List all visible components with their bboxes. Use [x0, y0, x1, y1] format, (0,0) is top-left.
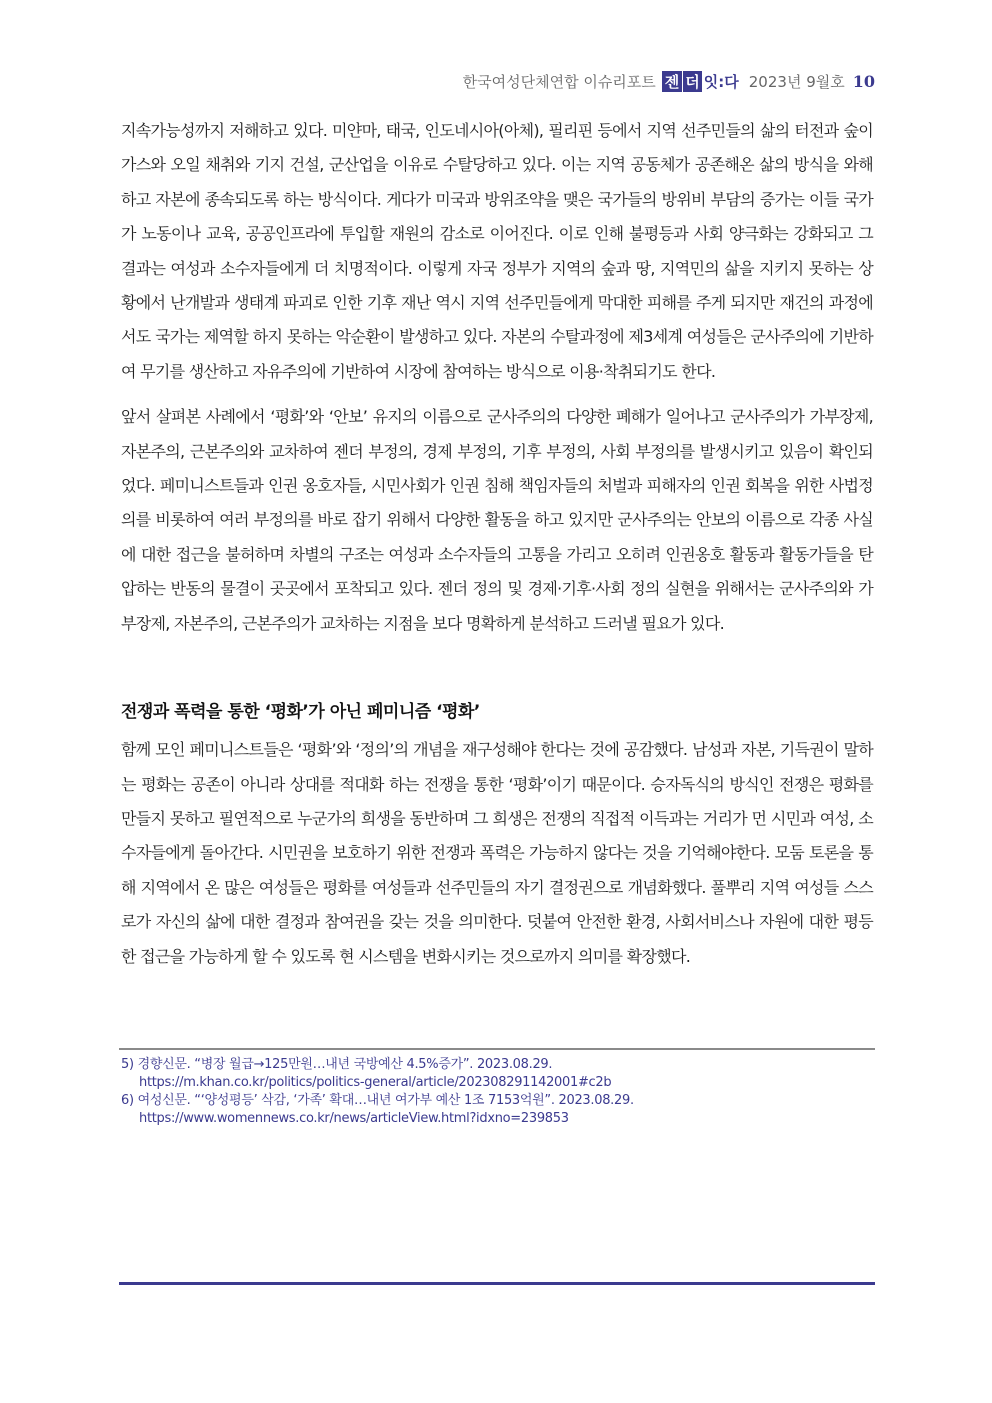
brand-part-3: 잇:다	[703, 72, 739, 91]
issue-date: 2023년 9월호	[748, 72, 845, 91]
section-heading: 전쟁과 폭력을 통한 ‘평화’가 아닌 페미니즘 ‘평화’	[121, 702, 480, 723]
main-content	[121, 114, 873, 974]
body-paragraph-3: 함께 모인 페미니스트들은 ‘평화’와 ‘정의’의 개념을 재구성해야 한다는 것에 공감했다. 남성과 자본, 기득권이 말하는 평화는 공존이 아니라 상대를 적대화 하는 전쟁을 통한 ‘평화’이기 때문이다. 승자독식의 방식인 전쟁은 평화를 만들지 못하고 필연적으로 누군가의 희생을 동반하며 그 희생은 전쟁의 직접적 이득과는 거리가 먼 시민과 여성, 소수자들에게 돌아간다. 시민권을 보호하기 위한 전쟁과 폭력은 가능하지 않다는 것을 기억해야한다. 모둠 토론을 통해 지역에서 온 많은 여성들은 평화를 여성들과 선주민들의 자기 결정권으로 개념화했다. 풀뿌리 지역 여성들 스스로가 자신의 삶에 대한 결정과 참여권을 갖는 것을 의미한다. 덧붙여 안전한 환경, 사회서비스나 자원에 대한 평등한 접근을 가능하게 할 수 있도록 현 시스템을 변화시키는 것으로까지 의미를 확장했다.	[121, 740, 873, 966]
footnote-6-text: 6) 여성신문. “‘양성평등’ 삭감, ‘가족’ 확대…내년 여가부 예산 1조 7153억원”. 2023.08.29.	[121, 1093, 634, 1108]
footnotes	[121, 1056, 873, 1128]
bottom-divider	[119, 1282, 875, 1285]
brand-part-2: 더	[685, 72, 700, 91]
body-paragraph-1: 지속가능성까지 저해하고 있다. 미얀마, 태국, 인도네시아(아체), 필리핀 등에서 지역 선주민들의 삶의 터전과 숲이 가스와 오일 채취와 기지 건설, 군산업을 이유로 수탈당하고 있다. 이는 지역 공동체가 공존해온 삶의 방식을 와해하고 자본에 종속되도록 하는 방식이다. 게다가 미국과 방위조약을 맺은 국가들의 방위비 부담의 증가는 이들 국가가 노동이나 교육, 공공인프라에 투입할 재원의 감소로 이어진다. 이로 인해 불평등과 사회 양극화는 강화되고 그 결과는 여성과 소수자들에게 더 치명적이다. 이렇게 자국 정부가 지역의 숲과 땅, 지역민의 삶을 지키지 못하는 상황에서 난개발과 생태계 파괴로 인한 기후 재난 역시 지역 선주민들에게 막대한 피해를 주게 되지만 재건의 과정에서도 국가는 제역할 하지 못하는 악순환이 발생하고 있다. 자본의 수탈과정에 제3세계 여성들은 군사주의에 기반하여 무기를 생산하고 자유주의에 기반하여 시장에 참여하는 방식으로 이용·착취되기도 한다.	[121, 121, 873, 381]
footnote-divider	[119, 1048, 875, 1050]
footnote-5-text: 5) 경향신문. “병장 월급→125만원…내년 국방예산 4.5%증가”. 2023.08.29.	[121, 1057, 553, 1072]
footnote-6-url[interactable]: https://www.womennews.co.kr/news/articleView.html?idxno=239853	[139, 1111, 569, 1126]
page-number: 10	[852, 71, 875, 91]
brand-logo	[662, 71, 739, 92]
page-header	[463, 66, 875, 96]
footnote-5-url[interactable]: https://m.khan.co.kr/politics/politics-general/article/202308291142001#c2b	[139, 1075, 612, 1090]
org-title: 한국여성단체연합 이슈리포트	[462, 72, 656, 91]
brand-part-1: 젠	[662, 71, 683, 92]
body-paragraph-2: 앞서 살펴본 사례에서 ‘평화’와 ‘안보’ 유지의 이름으로 군사주의의 다양한 폐해가 일어나고 군사주의가 가부장제, 자본주의, 근본주의와 교차하여 젠더 부정의, 경제 부정의, 기후 부정의, 사회 부정의를 발생시키고 있음이 확인되었다. 페미니스트들과 인권 옹호자들, 시민사회가 인권 침해 책임자들의 처벌과 피해자의 인권 회복을 위한 사법정의를 비롯하여 여러 부정의를 바로 잡기 위해서 다양한 활동을 하고 있지만 군사주의는 안보의 이름으로 각종 사실에 대한 접근을 불허하며 차별의 구조는 여성과 소수자들의 고통을 가리고 오히려 인권옹호 활동과 활동가들을 탄압하는 반동의 물결이 곳곳에서 포착되고 있다. 젠더 정의 및 경제·기후·사회 정의 실현을 위해서는 군사주의와 가부장제, 자본주의, 근본주의가 교차하는 지점을 보다 명확하게 분석하고 드러낼 필요가 있다.	[121, 407, 873, 633]
